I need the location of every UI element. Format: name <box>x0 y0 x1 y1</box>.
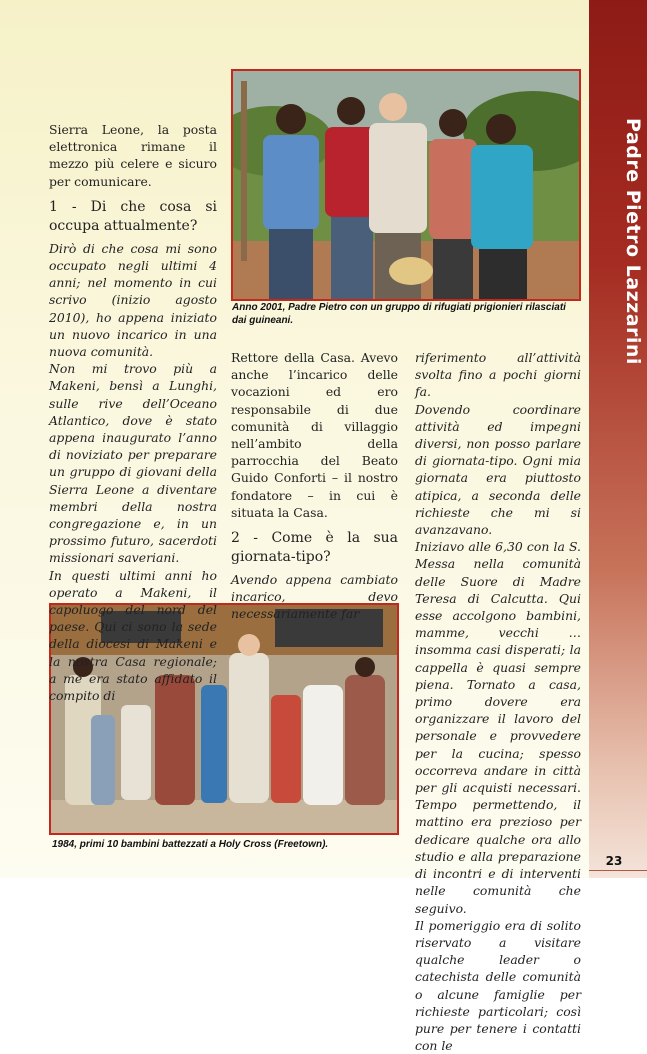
answer-2-paragraph-1: Avendo appena cambiato incarico, devo necessariamente far <box>231 572 398 622</box>
page-number: 23 <box>605 854 623 868</box>
question-1: 1 - Di che cosa si occupa attualmente? <box>49 198 217 234</box>
answer-1-continued: Rettore della Casa. Avevo anche l’incarico delle vocazioni ed ero responsabile di due comunità di villaggio nell’ambito della parrocchia del Beato Guido Conforti – il nostro fondatore – in cui è situata la Casa. <box>231 350 398 520</box>
photo-refugees <box>231 69 581 301</box>
answer-1-paragraph-3: In questi ultimi anni ho operato a Makeni, il capoluogo del nord del paese. Qui ci sono la sede della diocesi di Makeni e la nostra Casa regionale; a me era stato affidato il compito di <box>49 567 217 704</box>
page-corner-line <box>589 870 647 871</box>
text-column-1 <box>49 121 217 704</box>
answer-2-paragraph-4: Iniziavo alle 6,30 con la S. Messa nella comunità delle Suore di Madre Teresa di Calcutta. Qui esse accolgono bambini, mamme, vecchi … insomma casi disperati; la cappella è quasi sempre piena. Tornato a casa, primo dovere era organizzare il lavoro del personale e provvedere per la cucina; spesso occorreva andare in città per gli acquisti necessari. Tempo permettendo, il mattino era prezioso per dedicare qualche ora allo studio e alla preparazione di incontri e di interventi nelle comunità che seguivo. <box>415 539 581 916</box>
text-column-3 <box>415 349 581 1054</box>
answer-2-paragraph-5: Il pomeriggio era di solito riservato a visitare qualche leader o catechista delle comunità o alcune famiglie per richieste particolari; così pure per tenere i contatti con le <box>415 917 581 1054</box>
question-2: 2 - Come è la sua giornata-tipo? <box>231 530 398 566</box>
photo-baptised-children-caption: 1984, primi 10 bambini battezzati a Holy Cross (Freetown). <box>52 839 329 850</box>
text-column-2 <box>231 349 398 623</box>
answer-2-paragraph-2: riferimento all’attività svolta fino a pochi giorni fa. <box>415 350 581 400</box>
intro-paragraph: Sierra Leone, la posta elettronica rimane il mezzo più celere e sicuro per comunicare. <box>49 122 217 189</box>
answer-1-paragraph-2: Non mi trovo più a Makeni, bensì a Lunghi, sulle rive dell’Oceano Atlantico, dove è stato appena inaugurato l’anno di noviziato per preparare un gruppo di giovani della Sierra Leone a diventare membri della nostra congregazione e, in un prossimo futuro, sacerdoti missionari saveriani. <box>49 361 217 566</box>
photo-refugees-image <box>233 71 579 299</box>
photo-refugees-caption: Anno 2001, Padre Pietro con un gruppo di rifugiati prigionieri rilasciati dai guineani. <box>232 302 566 326</box>
answer-2-paragraph-3: Dovendo coordinare attività ed impegni diversi, non posso parlare di giornata-tipo. Ogni mia giornata era piuttosto atipica, a seconda delle richieste che mi si avanzavano. <box>415 401 581 538</box>
answer-1-paragraph-1: Dirò di che cosa mi sono occupato negli ultimi 4 anni; nel momento in cui scrivo (inizio agosto 2010), ho appena iniziato un nuovo incarico in una nuova comunità. <box>49 240 217 360</box>
side-title: Padre Pietro Lazzarini <box>622 118 644 365</box>
